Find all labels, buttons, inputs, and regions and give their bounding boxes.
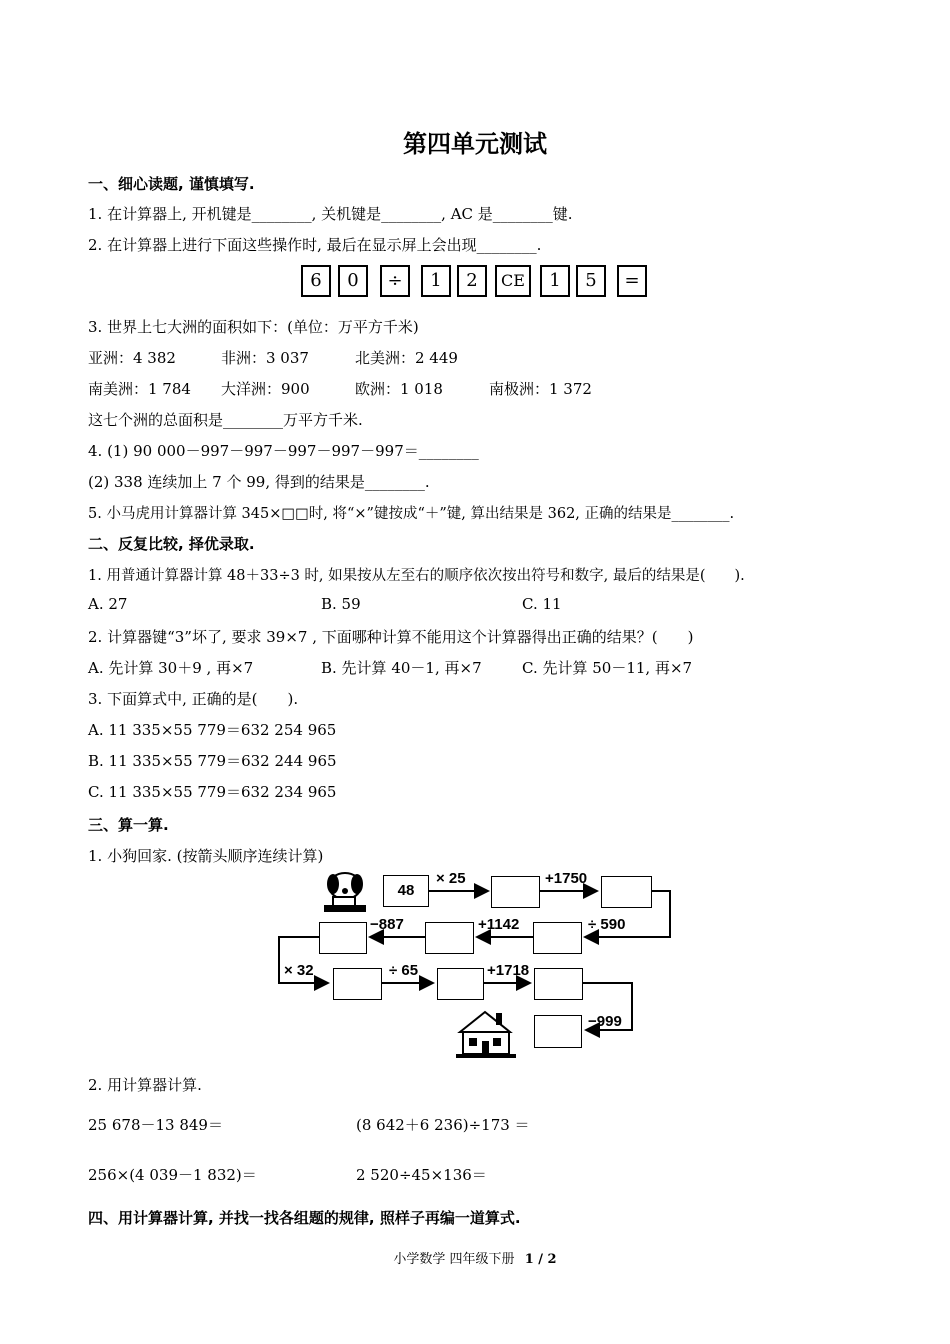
dog-icon <box>324 873 366 912</box>
continent-area: 南极洲：1 372 <box>489 380 592 398</box>
flow-operation: ÷ 65 <box>389 962 419 979</box>
flow-answer-box <box>601 876 652 908</box>
calculation: 25 678－13 849＝ <box>88 1116 223 1134</box>
continent-area: 非洲：3 037 <box>221 349 309 367</box>
flow-answer-box <box>534 1015 582 1048</box>
calculator-key: = <box>617 265 647 297</box>
question-2-3: 3. 下面算式中, 正确的是( ). <box>88 690 299 708</box>
continent-area: 大洋洲：900 <box>221 380 310 398</box>
footer-subject: 小学数学 四年级下册 <box>393 1252 515 1267</box>
flow-answer-box <box>533 922 582 954</box>
option: B. 11 335×55 779＝632 244 965 <box>88 752 337 770</box>
calculator-key: 1 <box>540 265 570 297</box>
question-1-4-2: (2) 338 连续加上 7 个 99, 得到的结果是________. <box>88 473 430 491</box>
calculator-key: 0 <box>338 265 368 297</box>
continent-area: 亚洲：4 382 <box>88 349 176 367</box>
page-number: 1 / 2 <box>524 1252 557 1267</box>
flow-operation: × 32 <box>284 962 314 979</box>
option: B. 先计算 40－1, 再×7 <box>321 659 482 677</box>
flow-start-box: 48 <box>383 875 429 907</box>
question-1-3: 3. 世界上七大洲的面积如下：(单位：万平方千米) <box>88 318 419 336</box>
calculation: 256×(4 039－1 832)＝ <box>88 1166 257 1184</box>
option: A. 11 335×55 779＝632 254 965 <box>88 721 337 739</box>
option: C. 11 335×55 779＝632 234 965 <box>88 783 337 801</box>
flow-operation: +1750 <box>545 870 588 887</box>
continent-area: 北美洲：2 449 <box>355 349 458 367</box>
flow-answer-box <box>437 968 484 1000</box>
flow-operation: +1142 <box>478 916 520 933</box>
question-2-1: 1. 用普通计算器计算 48＋33÷3 时, 如果按从左至右的顺序依次按出符号和数字, 最后的结果是( ). <box>88 568 745 584</box>
section-heading-3: 三、算一算. <box>88 816 169 834</box>
calculation: (8 642＋6 236)÷173 ＝ <box>356 1116 530 1134</box>
section-heading-2: 二、反复比较, 择优录取. <box>88 535 255 553</box>
calculation: 2 520÷45×136＝ <box>356 1166 487 1184</box>
page-footer <box>0 1248 950 1267</box>
question-2-2: 2. 计算器键“3”坏了, 要求 39×7 , 下面哪种计算不能用这个计算器得出正确的结果？( ) <box>88 628 694 646</box>
question-3-2: 2. 用计算器计算. <box>88 1076 202 1094</box>
question-1-1: 1. 在计算器上, 开机键是________, 关机键是________, AC 是________键. <box>88 205 573 223</box>
calculator-key: 5 <box>576 265 606 297</box>
question-3-1: 1. 小狗回家. (按箭头顺序连续计算) <box>88 847 324 865</box>
option: C. 11 <box>522 595 562 613</box>
question-1-3-total: 这七个洲的总面积是________万平方千米. <box>88 411 363 429</box>
flow-operation: ÷ 590 <box>588 916 626 933</box>
section-heading-4: 四、用计算器计算, 并找一找各组题的规律, 照样子再编一道算式. <box>88 1209 521 1227</box>
flow-answer-box <box>319 922 367 954</box>
question-1-4-1: 4. (1) 90 000－997－997－997－997－997＝________ <box>88 442 479 460</box>
flow-answer-box <box>333 968 382 1000</box>
continent-area: 欧洲：1 018 <box>355 380 443 398</box>
flow-answer-box <box>491 876 540 908</box>
question-1-2: 2. 在计算器上进行下面这些操作时, 最后在显示屏上会出现________. <box>88 236 542 254</box>
flow-operation: × 25 <box>436 870 466 887</box>
calculator-key: 6 <box>301 265 331 297</box>
continent-area: 南美洲：1 784 <box>88 380 191 398</box>
flow-operation: −999 <box>588 1013 622 1030</box>
house-icon <box>456 1012 516 1058</box>
option: B. 59 <box>321 595 361 613</box>
flow-answer-box <box>425 922 474 954</box>
option: A. 27 <box>88 595 128 613</box>
calculator-key: ÷ <box>380 265 410 297</box>
section-heading-1: 一、细心读题, 谨慎填写. <box>88 175 255 193</box>
calculator-key: CE <box>495 265 531 297</box>
question-1-5: 5. 小马虎用计算器计算 345×□□时, 将“×”键按成“＋”键, 算出结果是 362, 正确的结果是________. <box>88 506 735 522</box>
option: A. 先计算 30＋9 , 再×7 <box>88 659 254 677</box>
calculator-key: 2 <box>457 265 487 297</box>
option: C. 先计算 50－11, 再×7 <box>522 659 693 677</box>
flow-answer-box <box>534 968 583 1000</box>
page-title: 第四单元测试 <box>403 129 547 158</box>
flow-operation: −887 <box>370 916 404 933</box>
calculator-key: 1 <box>421 265 451 297</box>
flow-operation: +1718 <box>487 962 530 979</box>
